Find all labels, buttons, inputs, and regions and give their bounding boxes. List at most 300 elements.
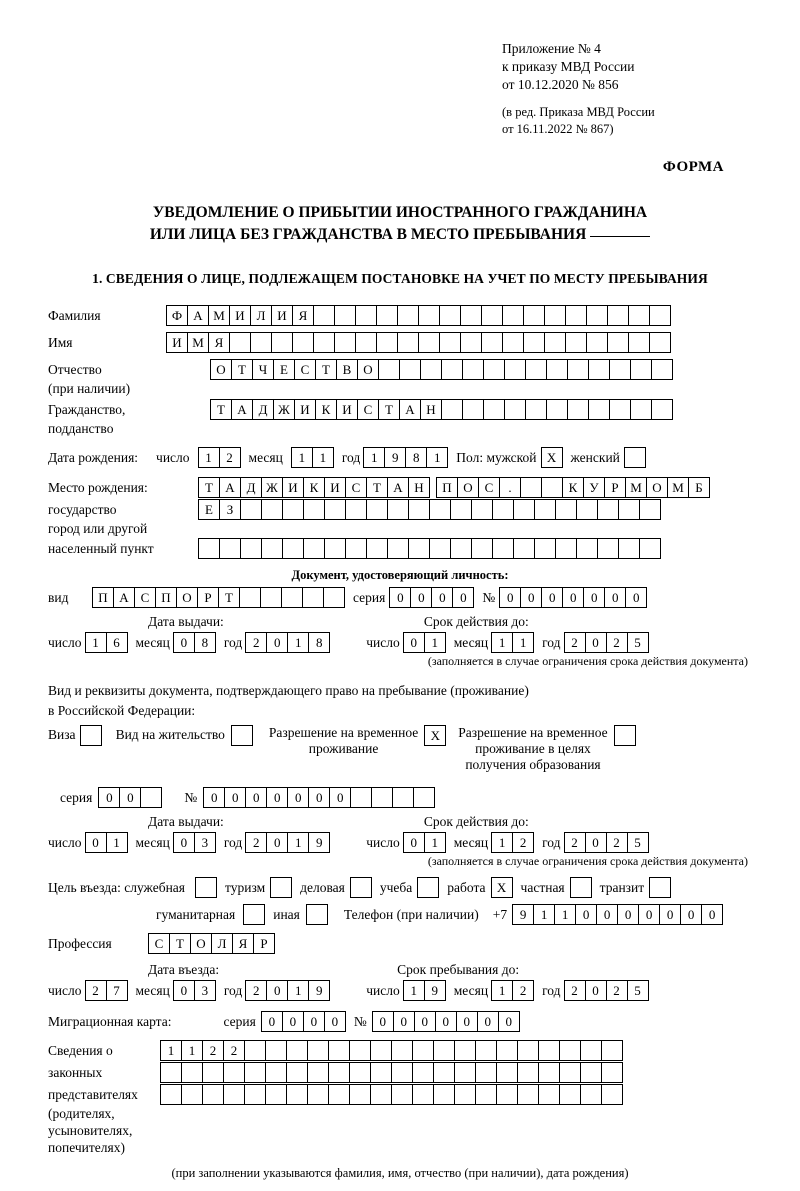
profession-input[interactable]	[148, 933, 275, 954]
char-box[interactable]: 0	[245, 787, 267, 808]
char-box[interactable]: 0	[173, 632, 195, 653]
char-box[interactable]: 1	[287, 980, 309, 1001]
char-box[interactable]: 0	[541, 587, 563, 608]
char-box[interactable]	[475, 1062, 497, 1083]
permit-issue-month-input[interactable]	[173, 832, 216, 853]
char-box[interactable]: 0	[119, 787, 141, 808]
char-box[interactable]	[439, 332, 461, 353]
char-box[interactable]	[324, 499, 346, 520]
char-box[interactable]: 1	[106, 832, 128, 853]
char-box[interactable]: 0	[583, 587, 605, 608]
char-box[interactable]: 0	[410, 587, 432, 608]
char-box[interactable]: 0	[520, 587, 542, 608]
char-box[interactable]	[282, 538, 304, 559]
char-box[interactable]: 0	[585, 832, 607, 853]
char-box[interactable]: 3	[194, 832, 216, 853]
birth-month-input[interactable]	[291, 447, 334, 468]
char-box[interactable]	[261, 538, 283, 559]
char-box[interactable]	[517, 1040, 539, 1061]
char-box[interactable]	[334, 332, 356, 353]
char-box[interactable]	[244, 1040, 266, 1061]
char-box[interactable]: Р	[197, 587, 219, 608]
char-box[interactable]	[639, 499, 661, 520]
char-box[interactable]	[231, 725, 253, 746]
char-box[interactable]	[286, 1084, 308, 1105]
char-box[interactable]	[292, 332, 314, 353]
char-box[interactable]	[628, 332, 650, 353]
char-box[interactable]	[523, 305, 545, 326]
char-box[interactable]	[160, 1062, 182, 1083]
char-box[interactable]: 0	[173, 980, 195, 1001]
char-box[interactable]: 0	[456, 1011, 478, 1032]
char-box[interactable]	[240, 538, 262, 559]
char-box[interactable]	[349, 1084, 371, 1105]
char-box[interactable]: 2	[606, 832, 628, 853]
char-box[interactable]	[140, 787, 162, 808]
char-box[interactable]	[538, 1084, 560, 1105]
char-box[interactable]: К	[303, 477, 325, 498]
char-box[interactable]	[630, 359, 652, 380]
purpose-study-checkbox[interactable]	[417, 877, 439, 898]
doc-valid-month-input[interactable]	[491, 632, 534, 653]
char-box[interactable]	[570, 877, 592, 898]
char-box[interactable]	[306, 904, 328, 925]
char-box[interactable]: А	[231, 399, 253, 420]
char-box[interactable]	[460, 305, 482, 326]
char-box[interactable]: Н	[420, 399, 442, 420]
entry-month-input[interactable]	[173, 980, 216, 1001]
char-box[interactable]: М	[625, 477, 647, 498]
char-box[interactable]: Т	[315, 359, 337, 380]
char-box[interactable]	[307, 1084, 329, 1105]
char-box[interactable]	[408, 538, 430, 559]
char-box[interactable]: Н	[408, 477, 430, 498]
char-box[interactable]: Р	[253, 933, 275, 954]
name-input[interactable]	[166, 332, 671, 353]
char-box[interactable]	[239, 587, 261, 608]
char-box[interactable]	[366, 538, 388, 559]
char-box[interactable]: 2	[223, 1040, 245, 1061]
purpose-humanitarian-checkbox[interactable]	[243, 904, 265, 925]
char-box[interactable]	[370, 1062, 392, 1083]
char-box[interactable]: С	[134, 587, 156, 608]
char-box[interactable]	[475, 1040, 497, 1061]
residence-permit-checkbox[interactable]	[231, 725, 253, 746]
char-box[interactable]: 1	[287, 632, 309, 653]
char-box[interactable]: 2	[564, 632, 586, 653]
char-box[interactable]	[392, 787, 414, 808]
char-box[interactable]: 0	[499, 587, 521, 608]
char-box[interactable]: Ф	[166, 305, 188, 326]
char-box[interactable]: 0	[261, 1011, 283, 1032]
char-box[interactable]: 5	[627, 832, 649, 853]
char-box[interactable]	[302, 587, 324, 608]
char-box[interactable]: Р	[604, 477, 626, 498]
char-box[interactable]: 2	[202, 1040, 224, 1061]
char-box[interactable]: 2	[245, 832, 267, 853]
char-box[interactable]	[397, 332, 419, 353]
char-box[interactable]	[195, 877, 217, 898]
char-box[interactable]: 9	[308, 832, 330, 853]
char-box[interactable]: 1	[85, 632, 107, 653]
char-box[interactable]: 1	[426, 447, 448, 468]
char-box[interactable]	[408, 499, 430, 520]
char-box[interactable]	[376, 332, 398, 353]
char-box[interactable]: Я	[208, 332, 230, 353]
patronymic-input[interactable]	[210, 359, 673, 380]
permit-issue-year-input[interactable]	[245, 832, 330, 853]
char-box[interactable]: 0	[85, 832, 107, 853]
char-box[interactable]: С	[345, 477, 367, 498]
char-box[interactable]: С	[478, 477, 500, 498]
char-box[interactable]: 0	[98, 787, 120, 808]
char-box[interactable]	[417, 877, 439, 898]
char-box[interactable]: И	[271, 305, 293, 326]
char-box[interactable]: 0	[203, 787, 225, 808]
legal-reps-input-3[interactable]	[160, 1084, 623, 1105]
char-box[interactable]	[607, 332, 629, 353]
char-box[interactable]: Т	[231, 359, 253, 380]
char-box[interactable]: 1	[491, 832, 513, 853]
char-box[interactable]	[371, 787, 393, 808]
char-box[interactable]: З	[219, 499, 241, 520]
char-box[interactable]: 0	[562, 587, 584, 608]
char-box[interactable]: Д	[252, 399, 274, 420]
permit-issue-day-input[interactable]	[85, 832, 128, 853]
char-box[interactable]	[588, 399, 610, 420]
char-box[interactable]	[567, 359, 589, 380]
char-box[interactable]: К	[562, 477, 584, 498]
birth-city-input-line3[interactable]	[198, 538, 661, 559]
doc-issue-day-input[interactable]	[85, 632, 128, 653]
edu-residence-checkbox[interactable]	[614, 725, 636, 746]
char-box[interactable]	[412, 1062, 434, 1083]
char-box[interactable]	[586, 332, 608, 353]
char-box[interactable]	[462, 399, 484, 420]
char-box[interactable]: 2	[564, 832, 586, 853]
char-box[interactable]	[244, 1062, 266, 1083]
char-box[interactable]: Т	[210, 399, 232, 420]
char-box[interactable]: 8	[308, 632, 330, 653]
char-box[interactable]	[160, 1084, 182, 1105]
char-box[interactable]	[649, 877, 671, 898]
mig-series-input[interactable]	[261, 1011, 346, 1032]
char-box[interactable]: 0	[625, 587, 647, 608]
char-box[interactable]	[265, 1062, 287, 1083]
char-box[interactable]	[565, 332, 587, 353]
char-box[interactable]	[513, 499, 535, 520]
char-box[interactable]: У	[583, 477, 605, 498]
char-box[interactable]	[504, 399, 526, 420]
char-box[interactable]: 0	[324, 1011, 346, 1032]
char-box[interactable]: С	[294, 359, 316, 380]
char-box[interactable]	[270, 877, 292, 898]
doc-valid-year-input[interactable]	[564, 632, 649, 653]
char-box[interactable]	[441, 399, 463, 420]
char-box[interactable]	[517, 1062, 539, 1083]
char-box[interactable]: А	[113, 587, 135, 608]
char-box[interactable]: В	[336, 359, 358, 380]
char-box[interactable]	[450, 499, 472, 520]
char-box[interactable]	[618, 499, 640, 520]
char-box[interactable]	[439, 305, 461, 326]
char-box[interactable]: 1	[554, 904, 576, 925]
char-box[interactable]	[559, 1040, 581, 1061]
char-box[interactable]: О	[357, 359, 379, 380]
char-box[interactable]: Т	[378, 399, 400, 420]
char-box[interactable]: 0	[431, 587, 453, 608]
char-box[interactable]: .	[499, 477, 521, 498]
char-box[interactable]: И	[282, 477, 304, 498]
char-box[interactable]: 0	[585, 980, 607, 1001]
birth-state-input[interactable]	[198, 477, 430, 498]
char-box[interactable]: П	[92, 587, 114, 608]
char-box[interactable]	[202, 1084, 224, 1105]
char-box[interactable]	[307, 1062, 329, 1083]
char-box[interactable]: И	[294, 399, 316, 420]
purpose-other-checkbox[interactable]	[306, 904, 328, 925]
char-box[interactable]: 0	[575, 904, 597, 925]
char-box[interactable]: Т	[366, 477, 388, 498]
char-box[interactable]: 0	[596, 904, 618, 925]
char-box[interactable]: 1	[403, 980, 425, 1001]
char-box[interactable]	[502, 332, 524, 353]
char-box[interactable]: 0	[680, 904, 702, 925]
char-box[interactable]: 0	[403, 832, 425, 853]
char-box[interactable]: 1	[291, 447, 313, 468]
char-box[interactable]	[420, 359, 442, 380]
char-box[interactable]	[471, 538, 493, 559]
char-box[interactable]: П	[436, 477, 458, 498]
char-box[interactable]: 0	[701, 904, 723, 925]
char-box[interactable]	[576, 499, 598, 520]
char-box[interactable]: 0	[452, 587, 474, 608]
mig-number-input[interactable]	[372, 1011, 520, 1032]
entry-year-input[interactable]	[245, 980, 330, 1001]
char-box[interactable]: 0	[303, 1011, 325, 1032]
char-box[interactable]: 0	[393, 1011, 415, 1032]
char-box[interactable]	[418, 332, 440, 353]
char-box[interactable]	[370, 1040, 392, 1061]
char-box[interactable]: 1	[424, 832, 446, 853]
stay-year-input[interactable]	[564, 980, 649, 1001]
char-box[interactable]	[555, 538, 577, 559]
char-box[interactable]: 0	[617, 904, 639, 925]
char-box[interactable]	[580, 1040, 602, 1061]
char-box[interactable]: 1	[424, 632, 446, 653]
char-box[interactable]: И	[166, 332, 188, 353]
char-box[interactable]	[580, 1084, 602, 1105]
char-box[interactable]	[538, 1062, 560, 1083]
char-box[interactable]	[541, 477, 563, 498]
char-box[interactable]	[525, 399, 547, 420]
char-box[interactable]: Б	[688, 477, 710, 498]
char-box[interactable]	[399, 359, 421, 380]
char-box[interactable]: 0	[372, 1011, 394, 1032]
char-box[interactable]	[441, 359, 463, 380]
purpose-business-checkbox[interactable]	[350, 877, 372, 898]
char-box[interactable]	[546, 399, 568, 420]
char-box[interactable]	[580, 1062, 602, 1083]
char-box[interactable]	[520, 477, 542, 498]
char-box[interactable]: 6	[106, 632, 128, 653]
doc-number-input[interactable]	[499, 587, 647, 608]
char-box[interactable]	[376, 305, 398, 326]
char-box[interactable]	[307, 1040, 329, 1061]
char-box[interactable]	[639, 538, 661, 559]
char-box[interactable]: 1	[363, 447, 385, 468]
char-box[interactable]: 0	[224, 787, 246, 808]
birth-day-input[interactable]	[198, 447, 241, 468]
char-box[interactable]	[433, 1084, 455, 1105]
purpose-service-checkbox[interactable]	[195, 877, 217, 898]
char-box[interactable]: М	[187, 332, 209, 353]
char-box[interactable]	[614, 725, 636, 746]
doc-issue-month-input[interactable]	[173, 632, 216, 653]
char-box[interactable]	[391, 1062, 413, 1083]
char-box[interactable]	[229, 332, 251, 353]
char-box[interactable]	[483, 359, 505, 380]
phone-input[interactable]	[512, 904, 723, 925]
char-box[interactable]: 1	[287, 832, 309, 853]
char-box[interactable]	[261, 499, 283, 520]
char-box[interactable]	[628, 305, 650, 326]
char-box[interactable]	[323, 587, 345, 608]
char-box[interactable]: 0	[266, 980, 288, 1001]
char-box[interactable]	[607, 305, 629, 326]
purpose-private-checkbox[interactable]	[570, 877, 592, 898]
char-box[interactable]: Ж	[261, 477, 283, 498]
char-box[interactable]	[517, 1084, 539, 1105]
birth-city-input-line2[interactable]	[198, 499, 661, 520]
char-box[interactable]: 0	[435, 1011, 457, 1032]
char-box[interactable]	[350, 787, 372, 808]
char-box[interactable]: 2	[512, 832, 534, 853]
char-box[interactable]: 1	[491, 980, 513, 1001]
char-box[interactable]	[429, 499, 451, 520]
char-box[interactable]: Д	[240, 477, 262, 498]
char-box[interactable]	[345, 499, 367, 520]
char-box[interactable]	[355, 332, 377, 353]
char-box[interactable]	[370, 1084, 392, 1105]
char-box[interactable]	[328, 1062, 350, 1083]
char-box[interactable]	[513, 538, 535, 559]
char-box[interactable]	[504, 359, 526, 380]
char-box[interactable]: X	[491, 877, 513, 898]
surname-input[interactable]	[166, 305, 671, 326]
char-box[interactable]: 0	[585, 632, 607, 653]
char-box[interactable]	[534, 538, 556, 559]
char-box[interactable]	[181, 1084, 203, 1105]
char-box[interactable]	[492, 499, 514, 520]
char-box[interactable]	[471, 499, 493, 520]
char-box[interactable]: 1	[198, 447, 220, 468]
char-box[interactable]	[454, 1062, 476, 1083]
char-box[interactable]: О	[646, 477, 668, 498]
char-box[interactable]	[565, 305, 587, 326]
sex-female-checkbox[interactable]	[624, 447, 646, 468]
char-box[interactable]	[223, 1084, 245, 1105]
char-box[interactable]	[651, 399, 673, 420]
char-box[interactable]: 1	[533, 904, 555, 925]
permit-valid-year-input[interactable]	[564, 832, 649, 853]
permit-valid-month-input[interactable]	[491, 832, 534, 853]
char-box[interactable]: 1	[160, 1040, 182, 1061]
char-box[interactable]	[483, 399, 505, 420]
char-box[interactable]	[328, 1084, 350, 1105]
char-box[interactable]: 2	[219, 447, 241, 468]
char-box[interactable]	[534, 499, 556, 520]
char-box[interactable]	[651, 359, 673, 380]
stay-month-input[interactable]	[491, 980, 534, 1001]
char-box[interactable]	[475, 1084, 497, 1105]
char-box[interactable]	[481, 332, 503, 353]
char-box[interactable]	[80, 725, 102, 746]
char-box[interactable]: 2	[512, 980, 534, 1001]
char-box[interactable]: 0	[477, 1011, 499, 1032]
char-box[interactable]	[546, 359, 568, 380]
char-box[interactable]	[391, 1084, 413, 1105]
char-box[interactable]	[328, 1040, 350, 1061]
char-box[interactable]	[624, 447, 646, 468]
char-box[interactable]	[502, 305, 524, 326]
char-box[interactable]	[303, 538, 325, 559]
char-box[interactable]	[412, 1084, 434, 1105]
char-box[interactable]: 2	[606, 980, 628, 1001]
char-box[interactable]: 0	[403, 632, 425, 653]
char-box[interactable]: 5	[627, 632, 649, 653]
char-box[interactable]: К	[315, 399, 337, 420]
char-box[interactable]	[303, 499, 325, 520]
char-box[interactable]: Ж	[273, 399, 295, 420]
char-box[interactable]: 3	[194, 980, 216, 1001]
char-box[interactable]: 1	[312, 447, 334, 468]
char-box[interactable]: 0	[329, 787, 351, 808]
char-box[interactable]	[601, 1084, 623, 1105]
char-box[interactable]: 8	[194, 632, 216, 653]
char-box[interactable]	[609, 399, 631, 420]
legal-reps-input-1[interactable]	[160, 1040, 623, 1061]
char-box[interactable]: 0	[266, 787, 288, 808]
char-box[interactable]: 0	[638, 904, 660, 925]
doc-issue-year-input[interactable]	[245, 632, 330, 653]
char-box[interactable]	[462, 359, 484, 380]
purpose-transit-checkbox[interactable]	[649, 877, 671, 898]
char-box[interactable]	[597, 538, 619, 559]
char-box[interactable]	[433, 1040, 455, 1061]
birth-year-input[interactable]	[363, 447, 448, 468]
char-box[interactable]	[366, 499, 388, 520]
char-box[interactable]	[324, 538, 346, 559]
char-box[interactable]: О	[190, 933, 212, 954]
char-box[interactable]: О	[176, 587, 198, 608]
char-box[interactable]: 2	[245, 632, 267, 653]
char-box[interactable]: 0	[659, 904, 681, 925]
char-box[interactable]: 5	[627, 980, 649, 1001]
char-box[interactable]	[649, 332, 671, 353]
char-box[interactable]	[649, 305, 671, 326]
char-box[interactable]	[523, 332, 545, 353]
permit-series-input[interactable]	[98, 787, 162, 808]
char-box[interactable]	[378, 359, 400, 380]
char-box[interactable]	[544, 305, 566, 326]
char-box[interactable]	[202, 1062, 224, 1083]
char-box[interactable]	[349, 1040, 371, 1061]
char-box[interactable]: 9	[424, 980, 446, 1001]
char-box[interactable]	[271, 332, 293, 353]
char-box[interactable]: 9	[308, 980, 330, 1001]
char-box[interactable]	[601, 1040, 623, 1061]
